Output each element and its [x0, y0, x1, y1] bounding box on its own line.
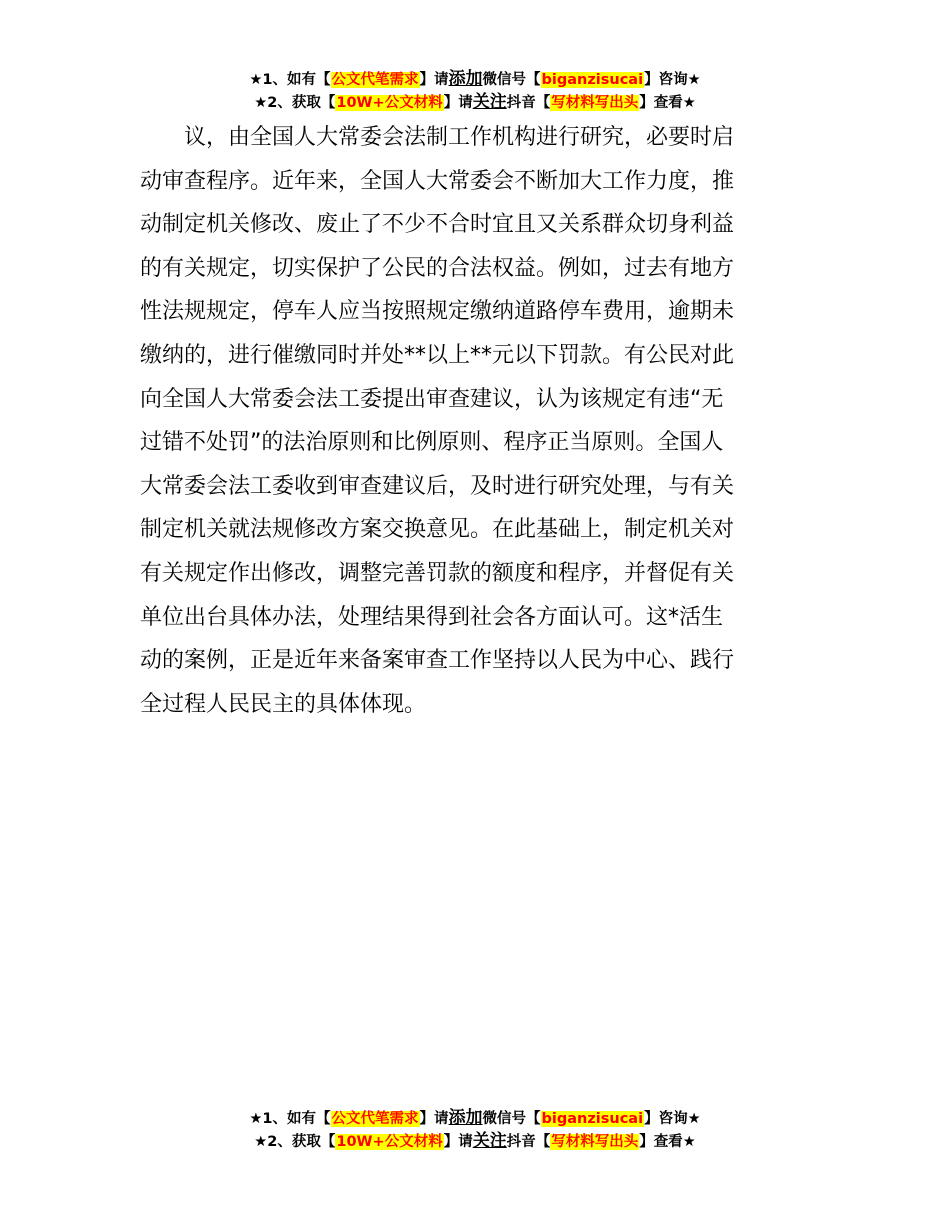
- banner-text: ★2、获取【: [254, 1134, 336, 1150]
- banner-text: 】请: [419, 72, 449, 88]
- text-line: 动审查程序。近年来，全国人大常委会不断加大工作力度，推: [140, 168, 735, 194]
- banner-emphasis: 关注: [472, 1131, 507, 1151]
- text-line: 制定机关就法规修改方案交换意见。在此基础上，制定机关对: [140, 517, 735, 543]
- banner-emphasis: 添加: [448, 69, 483, 89]
- banner-text: 】请: [443, 95, 473, 111]
- highlight-wechat-id: biganzisucai: [541, 1111, 644, 1127]
- text-line: 动制定机关修改、废止了不少不合时宜且又关系群众切身利益: [140, 212, 735, 238]
- footer-banner: [0, 1107, 950, 1153]
- banner-emphasis: 添加: [448, 1108, 483, 1128]
- banner-text: 】查看★: [639, 1134, 696, 1150]
- text-line: 过错不处罚”的法治原则和比例原则、程序正当原则。全国人: [140, 430, 724, 456]
- text-line: 动的案例，正是近年来备案审查工作坚持以人民为中心、践行: [140, 648, 735, 674]
- banner-text: 】请: [419, 1111, 449, 1127]
- text-line: 议，由全国人大常委会法制工作机构进行研究，必要时启: [184, 125, 735, 150]
- banner-line-2: [0, 91, 950, 114]
- banner-emphasis: 关注: [472, 92, 507, 112]
- text-line: 缴纳的，进行催缴同时并处**以上**元以下罚款。有公民对此: [140, 342, 735, 368]
- text-line: 向全国人大常委会法工委提出审查建议，认为该规定有违“无: [140, 386, 724, 412]
- text-line: 有关规定作出修改，调整完善罚款的额度和程序，并督促有关: [140, 560, 735, 586]
- paragraph: [140, 116, 812, 726]
- banner-text: 微信号【: [482, 1111, 541, 1127]
- highlight-materials: 10W+公文材料: [336, 95, 443, 111]
- text-line: 单位出台具体办法，处理结果得到社会各方面认可。这*活生: [140, 604, 724, 630]
- text-line: 大常委会法工委收到审查建议后，及时进行研究处理，与有关: [140, 473, 735, 499]
- highlight-service: 公文代笔需求: [331, 1111, 419, 1127]
- header-banner: [0, 68, 950, 114]
- banner-text: ★2、获取【: [254, 95, 336, 111]
- text-line: 性法规规定，停车人应当按照规定缴纳道路停车费用，逾期未: [140, 299, 735, 325]
- banner-text: 】查看★: [639, 95, 696, 111]
- highlight-materials: 10W+公文材料: [336, 1134, 443, 1150]
- banner-line-1: [0, 68, 950, 91]
- highlight-wechat-id: biganzisucai: [541, 72, 644, 88]
- banner-text: 抖音【: [506, 1134, 551, 1150]
- banner-text: 】请: [443, 1134, 473, 1150]
- banner-text: 抖音【: [506, 95, 551, 111]
- text-line: 的有关规定，切实保护了公民的合法权益。例如，过去有地方: [140, 255, 735, 281]
- banner-text: ★1、如有【: [249, 72, 331, 88]
- document-body: [140, 116, 812, 726]
- banner-line-2: [0, 1130, 950, 1153]
- banner-text: ★1、如有【: [249, 1111, 331, 1127]
- banner-text: 】咨询★: [644, 1111, 701, 1127]
- text-line: 全过程人民民主的具体体现。: [140, 691, 427, 717]
- banner-text: 微信号【: [482, 72, 541, 88]
- highlight-douyin-id: 写材料写出头: [551, 95, 639, 111]
- highlight-douyin-id: 写材料写出头: [551, 1134, 639, 1150]
- highlight-service: 公文代笔需求: [331, 72, 419, 88]
- banner-line-1: [0, 1107, 950, 1130]
- banner-text: 】咨询★: [644, 72, 701, 88]
